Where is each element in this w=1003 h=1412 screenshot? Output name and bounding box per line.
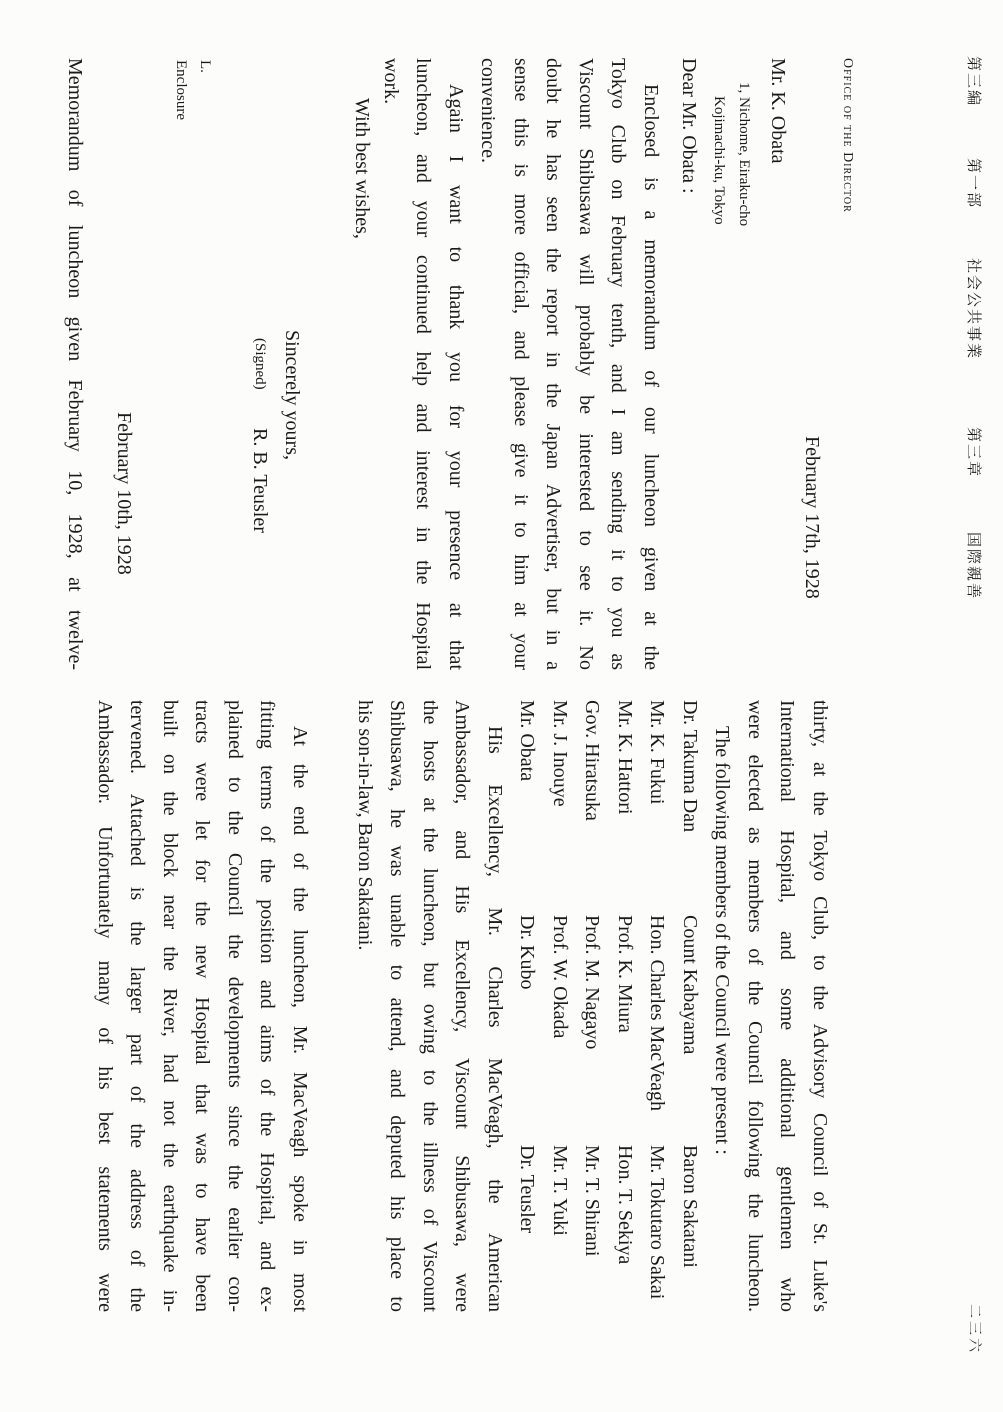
- text-line: At the end of the luncheon, Mr. MacVeagh spoke in most: [289, 726, 311, 1312]
- attendee-name: Dr. Teusler: [516, 1145, 539, 1234]
- attendee-name: Mr. K. Hattori: [614, 700, 636, 815]
- enclosure-label: Enclosure: [173, 60, 189, 120]
- attendee-name: Gov. Hiratsuka: [581, 700, 604, 821]
- attendee-name: Prof. K. Miura: [614, 915, 636, 1033]
- header-part: 第三編: [965, 56, 983, 108]
- address-line-2: Kojimachi-ku, Tokyo: [711, 96, 727, 225]
- text-line: the hosts at the luncheon, but owing to the illness of Viscount: [419, 700, 441, 1312]
- text-line: built on the block near the River, had not the earthquake in-: [159, 700, 181, 1312]
- header-section: 社会公共事業: [965, 258, 983, 361]
- text-line: Viscount Shibusawa will probably be interested to see it. No: [575, 58, 597, 670]
- text-line: Again I want to thank you for your presence at that: [445, 84, 467, 670]
- text-line: Ambassador. Unfortunately many of his best statements were: [94, 700, 116, 1312]
- attendee-name: Mr. J. Inouye: [549, 700, 571, 807]
- recipient-name: Mr. K. Obata: [767, 58, 789, 164]
- attendee-name: Mr. Tokutaro Sakai: [646, 1145, 669, 1300]
- text-line: Memorandum of luncheon given February 10, 1928, at twelve-: [64, 58, 86, 670]
- header-chapter: 第三章: [965, 427, 983, 479]
- text-line: Shibusawa, he was unable to attend, and deputed his place to: [386, 700, 409, 1312]
- text-line: His Excellency, Mr. Charles MacVeagh, the American: [484, 726, 506, 1312]
- memo-date: February 10th, 1928: [113, 412, 135, 575]
- text-line: tracts were let for the new Hospital that was to have been: [191, 700, 214, 1312]
- memo-paragraph-address: [89, 700, 317, 1312]
- memo-paragraph-hosts: [349, 700, 512, 1312]
- salutation: Dear Mr. Obata :: [678, 58, 700, 194]
- text-line: thirty, at the Tokyo Club, to the Advisory Council of St. Luke's: [809, 700, 831, 1312]
- initial: L.: [197, 60, 213, 73]
- attendee-name: Hon. Charles MacVeagh: [646, 915, 669, 1112]
- text-line: sense this is more official, and please give it to him at your: [510, 58, 532, 670]
- text-line: fitting terms of the position and aims of the Hospital, and ex-: [256, 700, 279, 1312]
- text-line: International Hospital, and some additional gentlemen who: [776, 700, 799, 1312]
- address-line-1: 1, Nichome, Eiraku-cho: [736, 82, 752, 227]
- letter-date: February 17th, 1928: [801, 436, 823, 599]
- text-line: plained to the Council the developments since the earlier con-: [224, 700, 246, 1312]
- attendee-name: Mr. T. Shirani: [581, 1145, 604, 1257]
- header-chapter-title: 国際親善: [965, 532, 983, 601]
- attendee-name: Dr. Takuma Dan: [679, 700, 701, 833]
- attendee-name: Dr. Kubo: [516, 915, 539, 990]
- attendee-name: Mr. K. Fukui: [646, 700, 669, 805]
- attendee-name: Mr. Obata: [516, 700, 539, 782]
- text-line: convenience.: [477, 58, 500, 163]
- memo-intro-part-2: [706, 700, 836, 1312]
- attendee-name: Mr. T. Yuki: [549, 1145, 571, 1236]
- attendee-name: Hon. T. Sekiya: [614, 1145, 636, 1265]
- letter-paragraph-1: [472, 58, 667, 670]
- signed-label: (Signed): [252, 338, 268, 390]
- present-intro: The following members of the Council were present :: [711, 726, 734, 1155]
- text-line: luncheon, and your continued help and interest in the Hospital: [412, 58, 435, 670]
- memo-intro-part-1: [59, 58, 92, 670]
- text-line: Enclosed is a memorandum of our luncheon given at the: [640, 84, 662, 670]
- attendee-name: Count Kabayama: [679, 915, 701, 1055]
- text-line: were elected as members of the Council following the luncheon.: [744, 700, 766, 1312]
- page-number: 二三六: [966, 1304, 982, 1355]
- attendee-list: [511, 700, 706, 1312]
- closing-wishes: With best wishes,: [351, 98, 373, 239]
- text-line: doubt he has seen the report in the Japan Advertiser, but in a: [542, 58, 565, 670]
- text-line: his son-in-law, Baron Sakatani.: [354, 700, 376, 951]
- office-heading: Office of the Director: [840, 58, 855, 213]
- attendee-name: Prof. M. Nagayo: [581, 915, 604, 1050]
- attendee-name: Prof. W. Okada: [549, 915, 571, 1039]
- letter-paragraph-2: [375, 58, 473, 670]
- complimentary-close: Sincerely yours,: [281, 330, 303, 460]
- attendee-name: Baron Sakatani: [679, 1145, 701, 1268]
- text-line: Ambassador, and His Excellency, Viscount Shibusawa, were: [451, 700, 474, 1312]
- text-line: tervened. Attached is the larger part of the address of the: [126, 700, 149, 1312]
- header-chapter-part: 第一部: [965, 158, 983, 210]
- signer-name: R. B. Teusler: [249, 428, 271, 533]
- text-line: work.: [380, 58, 402, 105]
- text-line: Tokyo Club on February tenth, and I am sending it to you as: [607, 58, 630, 670]
